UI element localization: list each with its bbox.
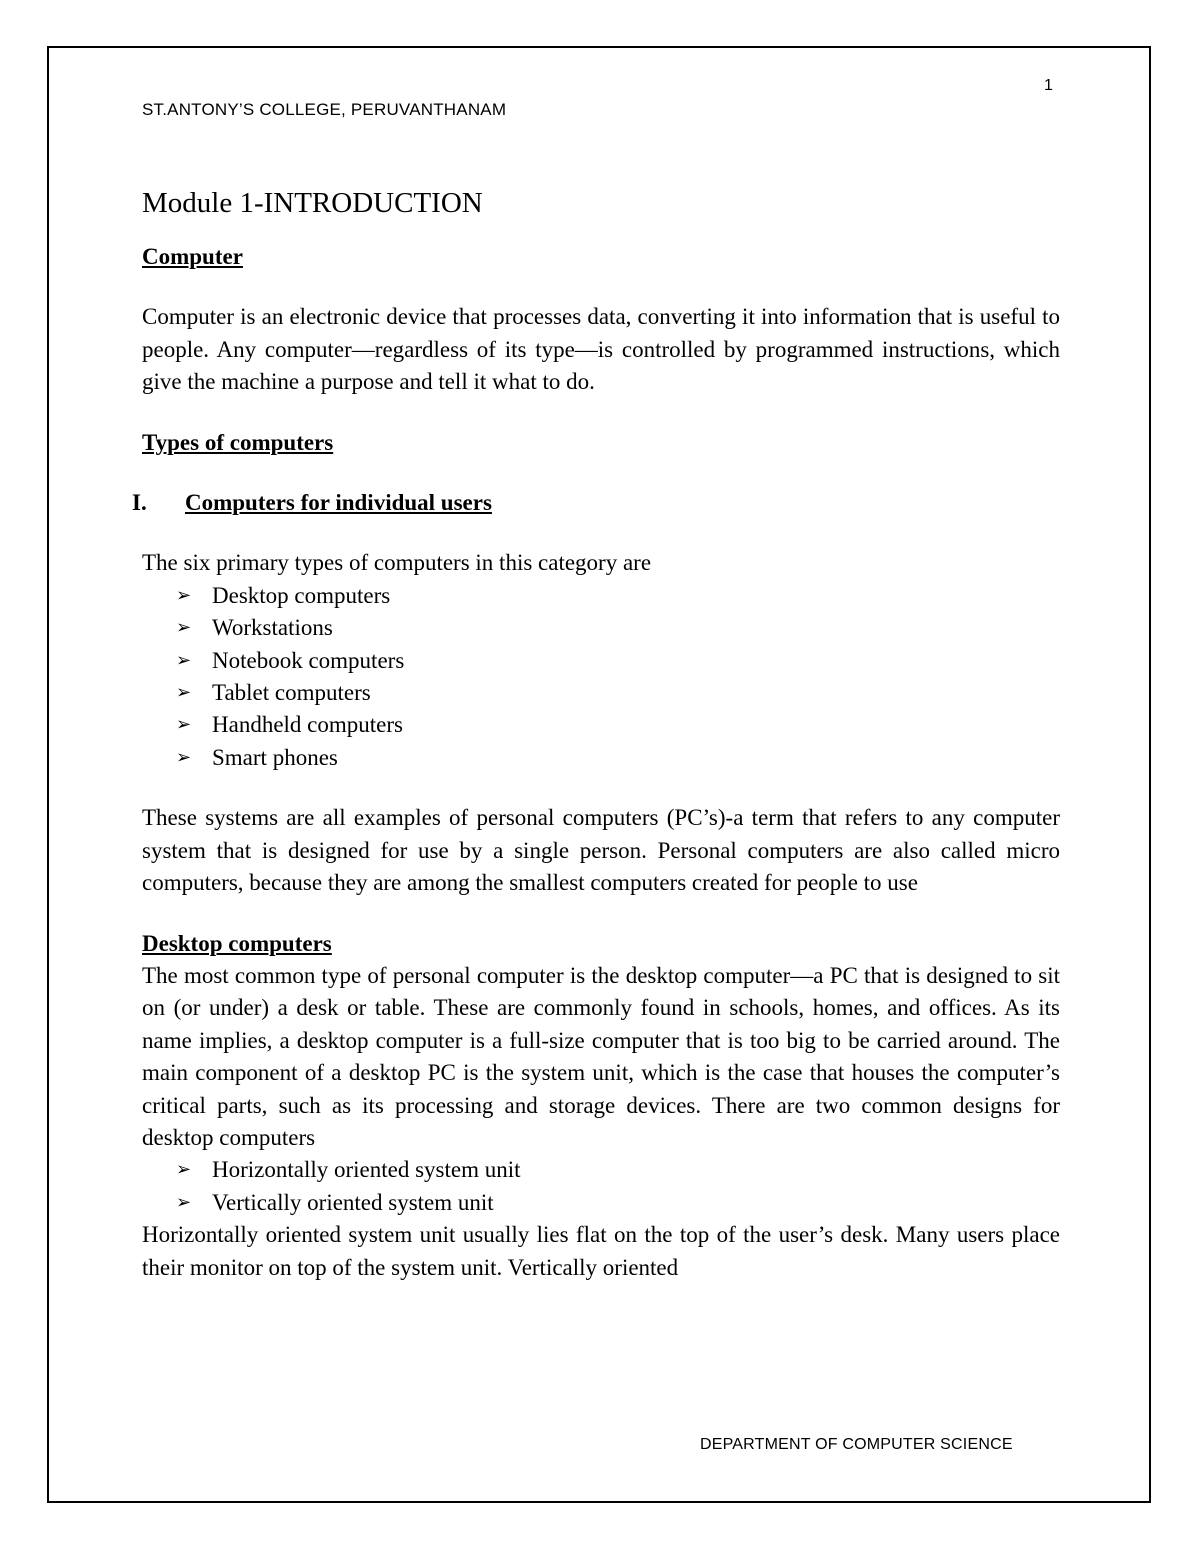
list-item: ➢ Smart phones [176, 742, 1060, 774]
page-footer: DEPARTMENT OF COMPUTER SCIENCE [700, 1436, 1013, 1453]
paragraph-personal-computers: These systems are all examples of personal computers (PC’s)-a term that refers to any computer system that is designed for use by a single person. Personal computers are also called micro computers, because they are among the smallest computers created for people to use [142, 805, 1060, 896]
arrowhead-bullet-icon: ➢ [176, 1159, 192, 1181]
document-body [132, 184, 1060, 1284]
subheading-text: Computers for individual users [185, 490, 492, 516]
arrowhead-bullet-icon: ➢ [176, 649, 192, 671]
heading-computer: Computer [142, 244, 243, 269]
arrowhead-bullet-icon: ➢ [176, 584, 192, 606]
page-header: ST.ANTONY’S COLLEGE, PERUVANTHANAM [142, 100, 507, 119]
page-title: Module 1-INTRODUCTION [142, 187, 483, 219]
arrowhead-bullet-icon: ➢ [176, 714, 192, 736]
page-number: 1 [1044, 77, 1053, 94]
paragraph-desktop-computers: The most common type of personal computer is the desktop computer—a PC that is designed to sit on (or under) a desk or table. These are commonly found in schools, homes, and offices. As its name implies, a desktop computer is a full-size computer that is too big to be carried around. The main component of a desktop PC is the system unit, which is the case that houses the computer’s critical parts, such as its processing and storage devices. There are two common designs for desktop computers [142, 962, 1060, 1150]
paragraph-horizontal-unit: Horizontally oriented system unit usually lies flat on the top of the user’s desk. Many users place their monitor on top of the system unit. Vertically oriented [142, 1222, 1060, 1280]
roman-numeral: I. [132, 490, 147, 516]
list-item: ➢ Handheld computers [176, 709, 1060, 741]
list-item: ➢ Workstations [176, 612, 1060, 644]
list-item: ➢ Horizontally oriented system unit [176, 1154, 1060, 1186]
list-item: ➢ Tablet computers [176, 677, 1060, 709]
arrowhead-bullet-icon: ➢ [176, 682, 192, 704]
list-item: ➢ Notebook computers [176, 645, 1060, 677]
list-item: ➢ Vertically oriented system unit [176, 1187, 1060, 1219]
list-individual-computer-types [142, 580, 1060, 774]
heading-desktop-computers: Desktop computers [142, 930, 332, 956]
list-item: ➢ Desktop computers [176, 580, 1060, 612]
subheading-individual-users [132, 487, 1050, 519]
arrowhead-bullet-icon: ➢ [176, 1191, 192, 1213]
arrowhead-bullet-icon: ➢ [176, 746, 192, 768]
arrowhead-bullet-icon: ➢ [176, 617, 192, 639]
paragraph-computer-definition: Computer is an electronic device that processes data, converting it into information that is useful to people. Any computer—regardless of its type—is controlled by programmed instructions, which give the machine a purpose and tell it what to do. [142, 304, 1060, 395]
list-desktop-designs [142, 1154, 1060, 1219]
heading-types-of-computers: Types of computers [142, 429, 334, 455]
paragraph-types-intro: The six primary types of computers in this category are [142, 550, 652, 576]
